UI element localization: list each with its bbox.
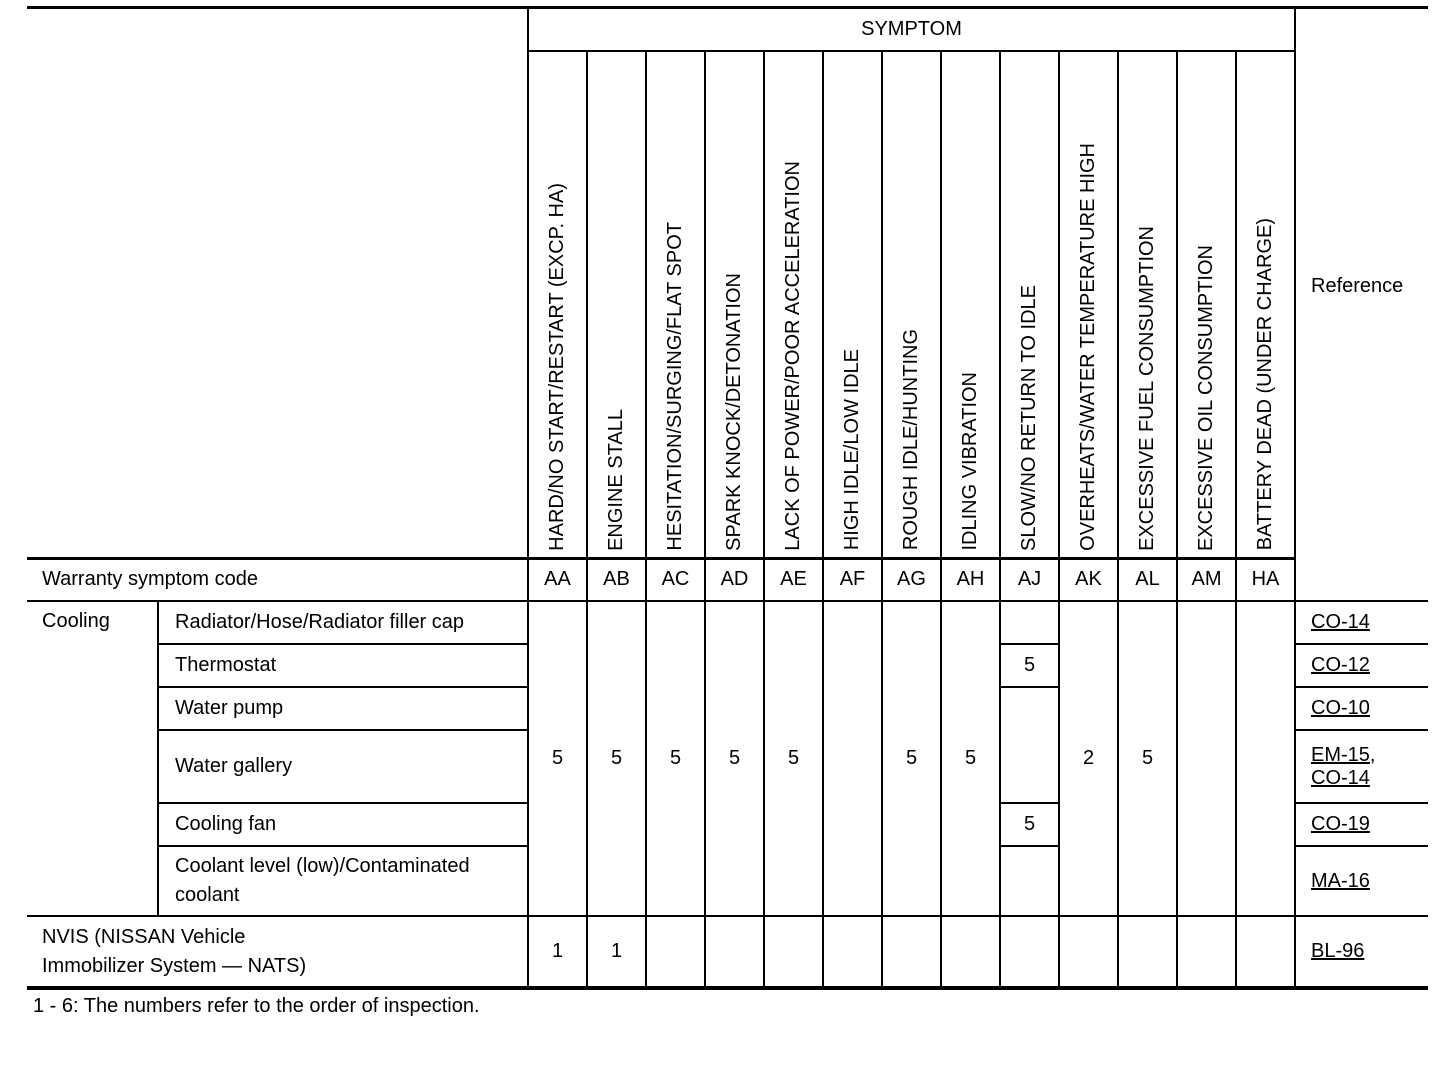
code-cell: AH: [941, 558, 1000, 601]
value-cell: [1000, 846, 1059, 916]
value-cell: [1000, 916, 1059, 988]
code-cell: AG: [882, 558, 941, 601]
value-cell: 5: [646, 601, 705, 916]
part-name: Water gallery: [158, 730, 528, 803]
reference-cell: [1295, 644, 1428, 687]
value-cell: 5: [528, 601, 587, 916]
value-cell: [1000, 687, 1059, 803]
value-cell: [823, 601, 882, 916]
reference-cell: EM-15, CO-14: [1295, 730, 1428, 803]
value-cell: 5: [705, 601, 764, 916]
value-cell: [941, 916, 1000, 988]
value-cell: 5: [587, 601, 646, 916]
value-cell: [1236, 601, 1295, 916]
reference-link[interactable]: CO-10: [1311, 697, 1370, 719]
value-cell: 5: [1000, 644, 1059, 687]
nvis-label: NVIS (NISSAN Vehicle Immobilizer System — NATS): [27, 916, 528, 988]
reference-link[interactable]: BL-96: [1311, 940, 1365, 962]
value-cell: 5: [1000, 803, 1059, 846]
symptom-header: ENGINE STALL: [587, 51, 646, 559]
symptom-header: HARD/NO START/RESTART (EXCP. HA): [528, 51, 587, 559]
reference-link[interactable]: CO-14: [1311, 611, 1370, 633]
symptom-heading: SYMPTOM: [528, 8, 1295, 51]
symptom-header: BATTERY DEAD (UNDER CHARGE): [1236, 51, 1295, 559]
reference-cell: [1295, 601, 1428, 644]
code-cell: AM: [1177, 558, 1236, 601]
value-cell: 2: [1059, 601, 1118, 916]
value-cell: 5: [764, 601, 823, 916]
code-cell: AD: [705, 558, 764, 601]
symptom-header: OVERHEATS/WATER TEMPERATURE HIGH: [1059, 51, 1118, 559]
reference-link[interactable]: CO-14: [1311, 766, 1370, 789]
value-cell: 5: [941, 601, 1000, 916]
reference-cell: [1295, 687, 1428, 730]
value-cell: [764, 916, 823, 988]
part-name: Water pump: [158, 687, 528, 730]
reference-cell: [1295, 803, 1428, 846]
code-cell: AB: [587, 558, 646, 601]
value-cell: [1059, 916, 1118, 988]
symptom-header: LACK OF POWER/POOR ACCELERATION: [764, 51, 823, 559]
value-cell: [1177, 601, 1236, 916]
code-cell: HA: [1236, 558, 1295, 601]
symptom-header: ROUGH IDLE/HUNTING: [882, 51, 941, 559]
blank-corner: [27, 8, 528, 559]
reference-link[interactable]: CO-19: [1311, 813, 1370, 835]
code-cell: AL: [1118, 558, 1177, 601]
value-cell: 5: [882, 601, 941, 916]
symptom-table: [27, 6, 1428, 990]
code-cell: AF: [823, 558, 882, 601]
part-name: Radiator/Hose/Radiator filler cap: [158, 601, 528, 644]
value-cell: 1: [587, 916, 646, 988]
symptom-header: IDLING VIBRATION: [941, 51, 1000, 559]
value-cell: [705, 916, 764, 988]
value-cell: [1000, 601, 1059, 644]
value-cell: 1: [528, 916, 587, 988]
reference-link[interactable]: CO-12: [1311, 654, 1370, 676]
symptom-header: HESITATION/SURGING/FLAT SPOT: [646, 51, 705, 559]
symptom-header: SPARK KNOCK/DETONATION: [705, 51, 764, 559]
value-cell: [1118, 916, 1177, 988]
warranty-label: Warranty symptom code: [27, 558, 528, 601]
part-name: Cooling fan: [158, 803, 528, 846]
reference-heading: Reference: [1295, 8, 1428, 602]
code-cell: AJ: [1000, 558, 1059, 601]
reference-link[interactable]: EM-15: [1311, 743, 1370, 766]
footnote: 1 - 6: The numbers refer to the order of inspection.: [33, 995, 480, 1017]
part-name: Thermostat: [158, 644, 528, 687]
category-cooling: Cooling: [27, 601, 158, 916]
code-cell: AK: [1059, 558, 1118, 601]
symptom-header: SLOW/NO RETURN TO IDLE: [1000, 51, 1059, 559]
part-name: Coolant level (low)/Contaminated coolant: [158, 846, 528, 916]
symptom-header: HIGH IDLE/LOW IDLE: [823, 51, 882, 559]
value-cell: [646, 916, 705, 988]
value-cell: [823, 916, 882, 988]
value-cell: [882, 916, 941, 988]
value-cell: [1177, 916, 1236, 988]
value-cell: [1236, 916, 1295, 988]
code-cell: AE: [764, 558, 823, 601]
value-cell: 5: [1118, 601, 1177, 916]
symptom-header: EXCESSIVE FUEL CONSUMPTION: [1118, 51, 1177, 559]
reference-cell: [1295, 916, 1428, 988]
symptom-header: EXCESSIVE OIL CONSUMPTION: [1177, 51, 1236, 559]
code-cell: AA: [528, 558, 587, 601]
code-cell: AC: [646, 558, 705, 601]
reference-link[interactable]: MA-16: [1311, 869, 1370, 892]
reference-cell: [1295, 846, 1428, 916]
